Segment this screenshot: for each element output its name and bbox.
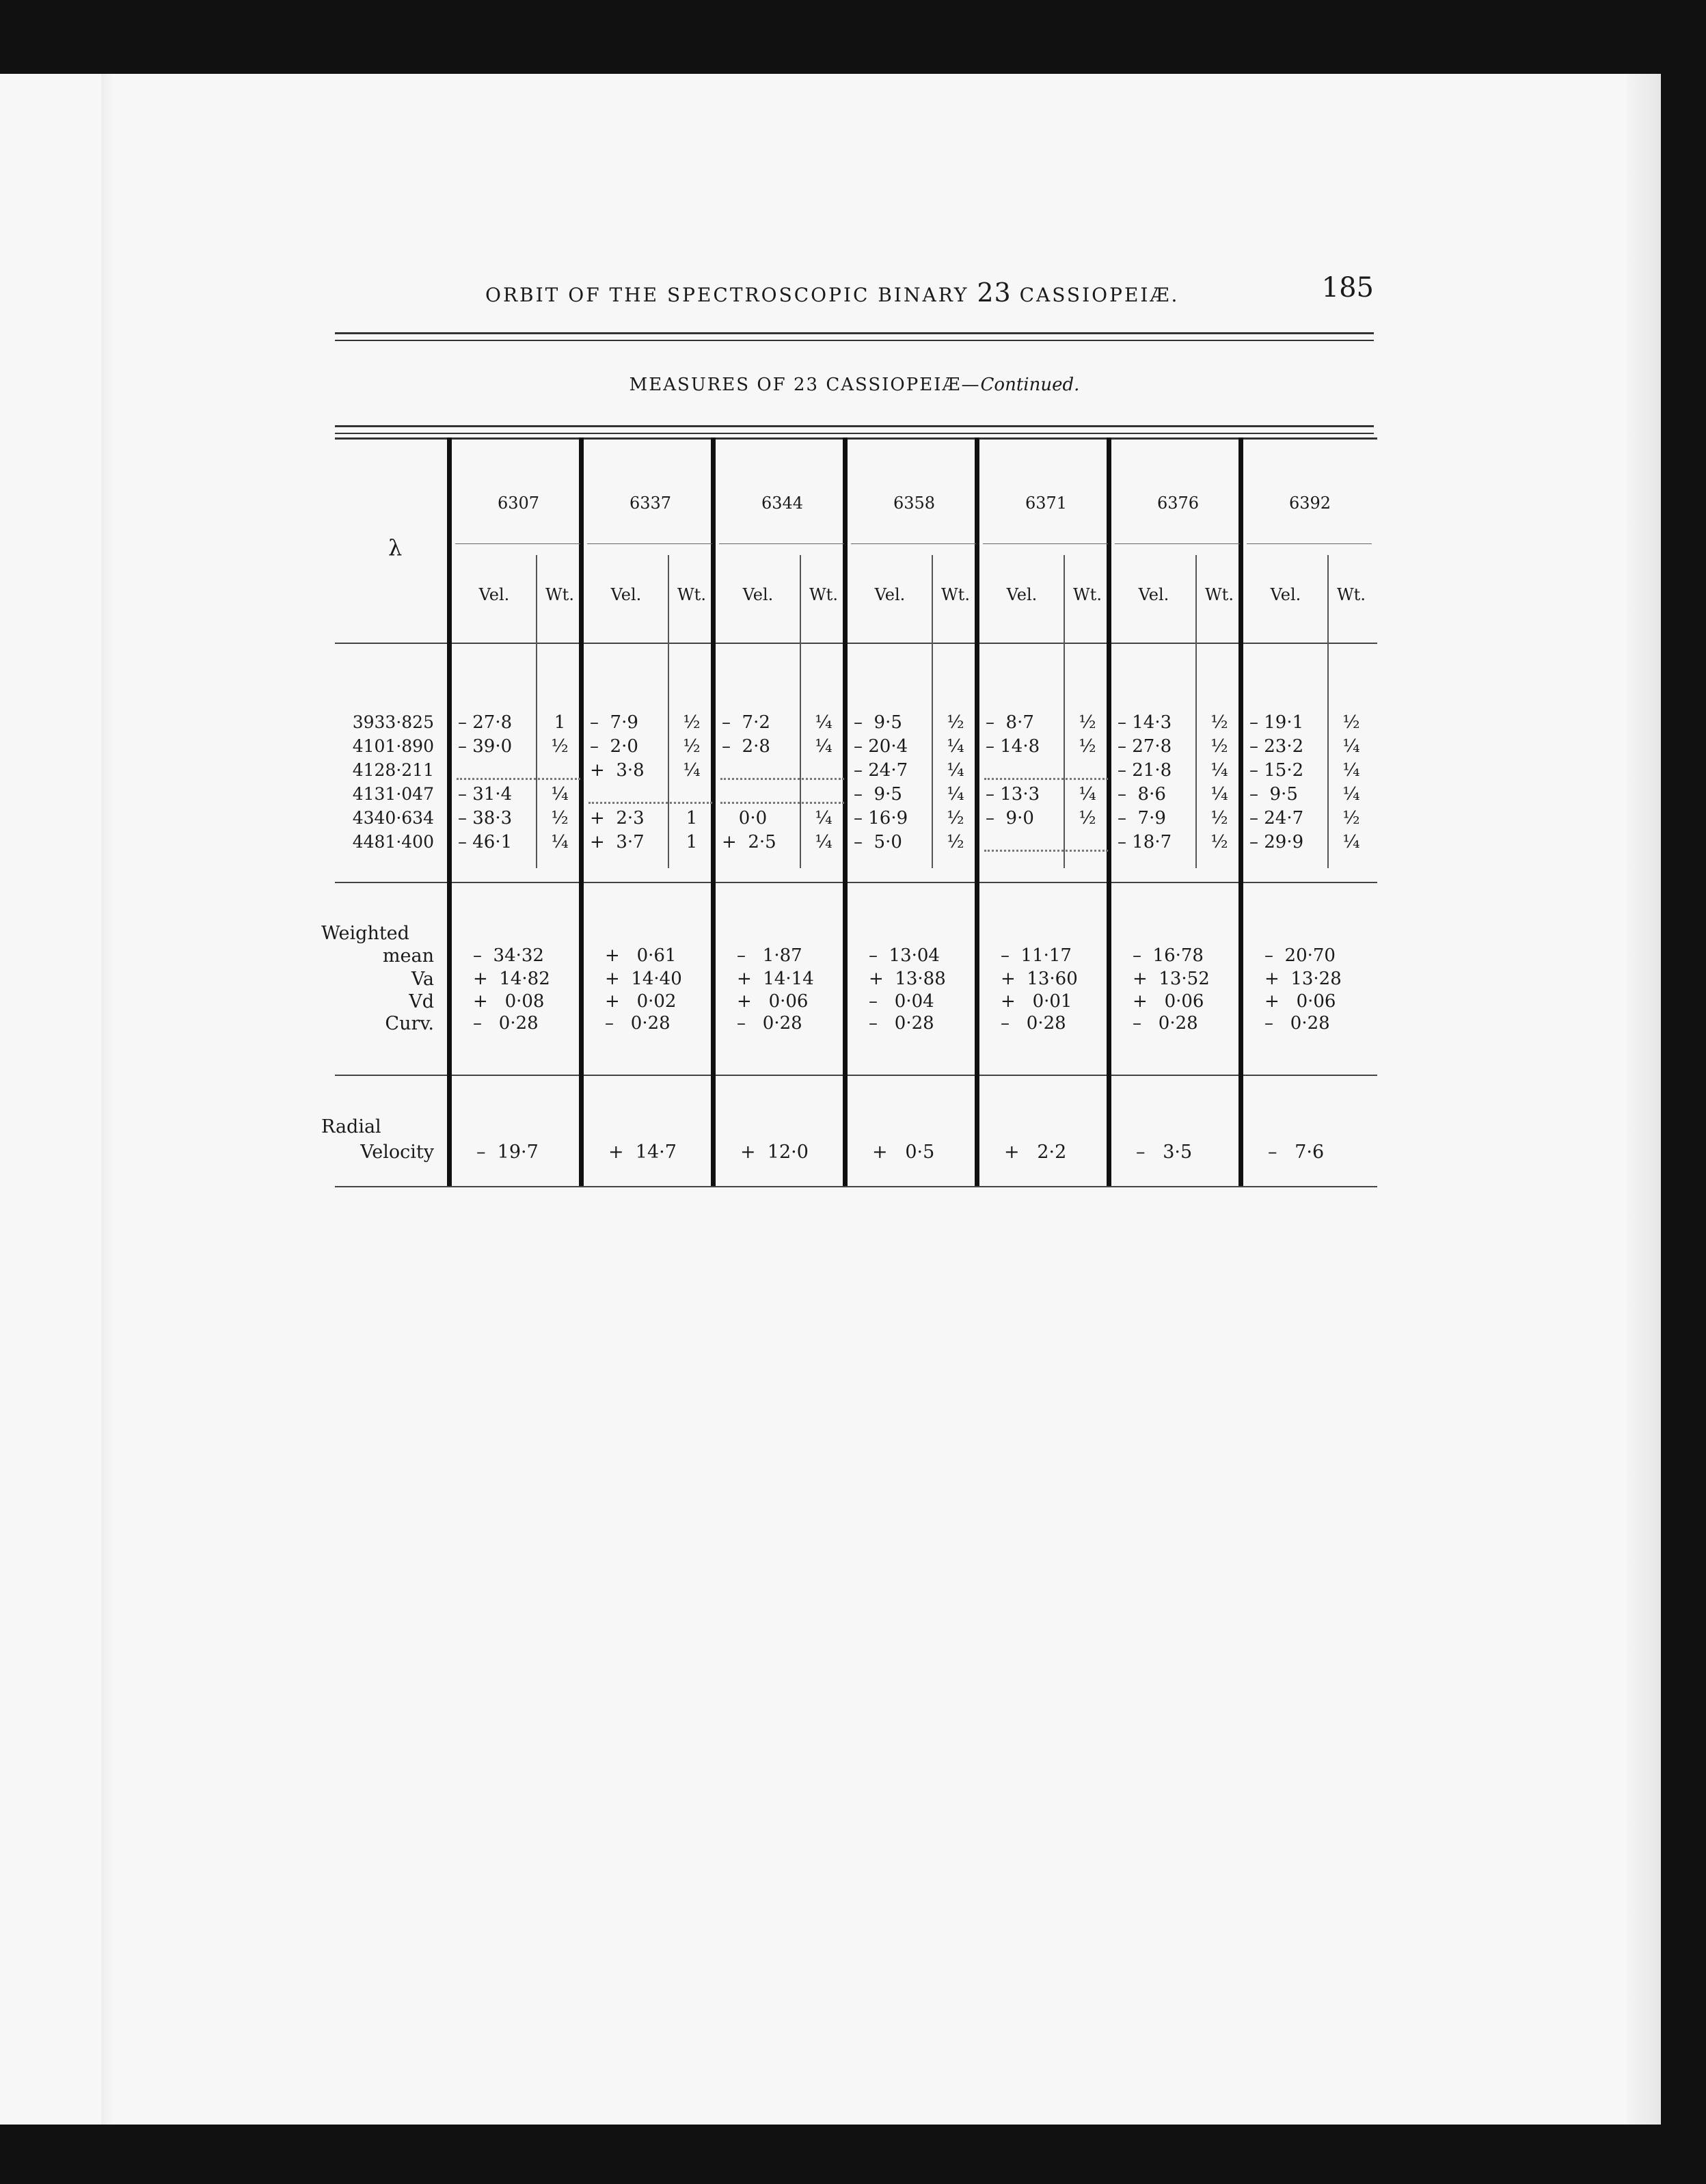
velocity-value: – 18·7 bbox=[1118, 832, 1172, 852]
summary-curv-value: – 0·28 bbox=[869, 1013, 934, 1034]
summary-mean-value: – 34·32 bbox=[473, 945, 544, 966]
running-title-number: 23 bbox=[977, 278, 1012, 308]
velocity-value: – 9·5 bbox=[854, 784, 902, 805]
velocity-value: – 8·6 bbox=[1118, 784, 1166, 805]
summary-va-value: + 14·14 bbox=[737, 969, 814, 989]
summary-curv-value: – 0·28 bbox=[605, 1013, 671, 1034]
running-title bbox=[485, 278, 1179, 308]
summary-mean-value: + 0·61 bbox=[605, 945, 677, 966]
velocity-value: – 14·8 bbox=[986, 736, 1040, 757]
vel-header: Vel. bbox=[742, 585, 774, 604]
page-edge bbox=[1627, 74, 1661, 2125]
wavelength-label: 4101·890 bbox=[352, 736, 434, 756]
summary-vd-value: + 0·08 bbox=[473, 991, 545, 1012]
summary-vd-value: + 0·01 bbox=[1001, 991, 1072, 1012]
plate-number-header: 6337 bbox=[629, 494, 672, 513]
weight-value: ½ bbox=[1210, 736, 1228, 757]
weight-value: 1 bbox=[686, 832, 698, 852]
summary-mean-value: – 11·17 bbox=[1001, 945, 1072, 966]
weight-value: ¼ bbox=[815, 712, 832, 733]
running-title-post: CASSIOPEIÆ. bbox=[1011, 284, 1180, 306]
summary-curv-value: – 0·28 bbox=[1264, 1013, 1330, 1034]
table-top-double-rule bbox=[335, 425, 1374, 434]
plate-number-header: 6392 bbox=[1288, 494, 1331, 513]
plate-number-header: 6371 bbox=[1025, 494, 1068, 513]
plate-number-header: 6358 bbox=[893, 494, 936, 513]
summary-va-value: + 13·88 bbox=[869, 969, 946, 989]
vel-header: Vel. bbox=[874, 585, 906, 604]
velocity-value: – 7·9 bbox=[1118, 808, 1166, 828]
weight-value: ¼ bbox=[1079, 784, 1096, 805]
radial-velocity-value: – 3·5 bbox=[1136, 1142, 1193, 1163]
velocity-value: – 39·0 bbox=[458, 736, 513, 757]
weight-value: ½ bbox=[1342, 808, 1360, 828]
velocity-value: – 2·8 bbox=[722, 736, 770, 757]
running-head bbox=[335, 272, 1374, 306]
wt-header: Wt. bbox=[545, 585, 574, 604]
wt-header: Wt. bbox=[1337, 585, 1366, 604]
wt-header: Wt. bbox=[941, 585, 970, 604]
weight-value: ¼ bbox=[1342, 736, 1360, 757]
radial-velocity-value: + 14·7 bbox=[608, 1142, 677, 1163]
plate-number-header: 6376 bbox=[1156, 494, 1200, 513]
velocity-value: – 9·0 bbox=[986, 808, 1034, 828]
vel-header: Vel. bbox=[478, 585, 510, 604]
velocity-value: – 7·2 bbox=[722, 712, 770, 733]
weight-value: ½ bbox=[947, 712, 964, 733]
summary-curv-value: – 0·28 bbox=[1001, 1013, 1066, 1034]
weight-value: ¼ bbox=[1342, 832, 1360, 852]
velocity-value: – 14·3 bbox=[1118, 712, 1172, 733]
table-caption bbox=[335, 375, 1374, 395]
weight-value: ¼ bbox=[1342, 784, 1360, 805]
weight-value: ¼ bbox=[683, 760, 701, 781]
plate-number-header: 6307 bbox=[497, 494, 540, 513]
weight-value: ½ bbox=[1079, 712, 1096, 733]
weight-value: ½ bbox=[551, 736, 569, 757]
wavelength-label: 3933·825 bbox=[352, 712, 434, 732]
weight-value: ¼ bbox=[1210, 760, 1228, 781]
summary-mean-value: – 1·87 bbox=[737, 945, 802, 966]
radial-velocity-value: + 2·2 bbox=[1004, 1142, 1067, 1163]
weight-value: ¼ bbox=[815, 832, 832, 852]
mean-label: mean bbox=[382, 945, 434, 967]
page-gutter bbox=[101, 74, 113, 2125]
weight-value: ½ bbox=[683, 736, 701, 757]
weight-value: 1 bbox=[554, 712, 566, 733]
velocity-value: – 29·9 bbox=[1249, 832, 1304, 852]
summary-vd-value: + 0·06 bbox=[1264, 991, 1336, 1012]
velocity-value: – 23·2 bbox=[1249, 736, 1304, 757]
plate-number-header: 6344 bbox=[761, 494, 804, 513]
summary-curv-value: – 0·28 bbox=[473, 1013, 539, 1034]
velocity-value: – 8·7 bbox=[986, 712, 1034, 733]
velocity-value: + 3·7 bbox=[590, 832, 645, 852]
velocity-value: – 19·1 bbox=[1249, 712, 1304, 733]
vel-header: Vel. bbox=[610, 585, 642, 604]
vel-header: Vel. bbox=[1138, 585, 1169, 604]
summary-mean-value: – 16·78 bbox=[1133, 945, 1204, 966]
wavelength-label: 4131·047 bbox=[352, 784, 434, 804]
summary-mean-value: – 20·70 bbox=[1264, 945, 1336, 966]
velocity-value: – 16·9 bbox=[854, 808, 908, 828]
wt-header: Wt. bbox=[677, 585, 706, 604]
header-double-rule bbox=[335, 332, 1374, 341]
velocity-value: – 21·8 bbox=[1118, 760, 1172, 781]
weighted-label: Weighted bbox=[321, 923, 409, 944]
velocity-value: – 2·0 bbox=[590, 736, 638, 757]
velocity-value: 0·0 bbox=[722, 808, 768, 828]
velocity-value: – 24·7 bbox=[854, 760, 908, 781]
wavelength-label: 4481·400 bbox=[352, 832, 434, 852]
velocity-value: – 13·3 bbox=[986, 784, 1040, 805]
summary-curv-value: – 0·28 bbox=[1133, 1013, 1198, 1034]
velocity-label: Velocity bbox=[360, 1142, 434, 1163]
summary-vd-value: – 0·04 bbox=[869, 991, 934, 1012]
summary-va-value: + 13·60 bbox=[1001, 969, 1078, 989]
velocity-value: + 3·8 bbox=[590, 760, 645, 781]
velocity-value: + 2·5 bbox=[722, 832, 776, 852]
weight-value: ½ bbox=[1210, 712, 1228, 733]
page-number: 185 bbox=[1321, 272, 1374, 304]
summary-va-value: + 14·40 bbox=[605, 969, 682, 989]
weight-value: ¼ bbox=[947, 760, 964, 781]
weight-value: ½ bbox=[947, 808, 964, 828]
vel-header: Vel. bbox=[1270, 585, 1301, 604]
weight-value: ½ bbox=[1079, 736, 1096, 757]
va-label: Va bbox=[411, 969, 434, 990]
weight-value: ¼ bbox=[947, 736, 964, 757]
summary-vd-value: + 0·02 bbox=[605, 991, 677, 1012]
wt-header: Wt. bbox=[1073, 585, 1102, 604]
velocity-value: – 46·1 bbox=[458, 832, 513, 852]
velocity-value: – 9·5 bbox=[854, 712, 902, 733]
velocity-value: – 7·9 bbox=[590, 712, 638, 733]
lambda-label: λ bbox=[388, 535, 403, 561]
weight-value: ¼ bbox=[551, 784, 569, 805]
summary-va-value: + 13·28 bbox=[1264, 969, 1342, 989]
vd-label: Vd bbox=[409, 991, 434, 1012]
vel-header: Vel. bbox=[1006, 585, 1038, 604]
caption-text: MEASURES OF 23 CASSIOPEIÆ— bbox=[629, 375, 981, 395]
caption-continued: Continued. bbox=[980, 375, 1080, 395]
weight-value: ½ bbox=[1210, 808, 1228, 828]
velocity-value: – 9·5 bbox=[1249, 784, 1298, 805]
velocity-value: – 31·4 bbox=[458, 784, 513, 805]
summary-va-value: + 13·52 bbox=[1133, 969, 1210, 989]
summary-mean-value: – 13·04 bbox=[869, 945, 940, 966]
radial-velocity-value: + 0·5 bbox=[872, 1142, 935, 1163]
velocity-value: – 5·0 bbox=[854, 832, 902, 852]
wavelength-label: 4340·634 bbox=[352, 808, 434, 828]
summary-vd-value: + 0·06 bbox=[737, 991, 809, 1012]
weight-value: ½ bbox=[1342, 712, 1360, 733]
velocity-value: – 27·8 bbox=[458, 712, 513, 733]
radial-label: Radial bbox=[321, 1116, 381, 1137]
weight-value: ½ bbox=[683, 712, 701, 733]
summary-vd-value: + 0·06 bbox=[1133, 991, 1204, 1012]
velocity-value: – 24·7 bbox=[1249, 808, 1304, 828]
radial-velocity-value: – 7·6 bbox=[1268, 1142, 1325, 1163]
summary-va-value: + 14·82 bbox=[473, 969, 550, 989]
wt-header: Wt. bbox=[809, 585, 838, 604]
weight-value: ¼ bbox=[1210, 784, 1228, 805]
velocity-value: – 27·8 bbox=[1118, 736, 1172, 757]
wt-header: Wt. bbox=[1205, 585, 1234, 604]
velocity-value: – 20·4 bbox=[854, 736, 908, 757]
weight-value: ½ bbox=[947, 832, 964, 852]
weight-value: ½ bbox=[551, 808, 569, 828]
weight-value: 1 bbox=[686, 808, 698, 828]
radial-velocity-value: – 19·7 bbox=[476, 1142, 539, 1163]
weight-value: ¼ bbox=[1342, 760, 1360, 781]
weight-value: ¼ bbox=[815, 736, 832, 757]
weight-value: ¼ bbox=[947, 784, 964, 805]
weight-value: ¼ bbox=[551, 832, 569, 852]
running-title-pre: ORBIT OF THE SPECTROSCOPIC BINARY bbox=[485, 284, 977, 306]
radial-velocity-value: + 12·0 bbox=[740, 1142, 809, 1163]
velocity-value: – 15·2 bbox=[1249, 760, 1304, 781]
curv-label: Curv. bbox=[385, 1013, 434, 1034]
weight-value: ½ bbox=[1079, 808, 1096, 828]
summary-curv-value: – 0·28 bbox=[737, 1013, 802, 1034]
velocity-value: – 38·3 bbox=[458, 808, 513, 828]
velocity-value: + 2·3 bbox=[590, 808, 645, 828]
weight-value: ½ bbox=[1210, 832, 1228, 852]
weight-value: ¼ bbox=[815, 808, 832, 828]
wavelength-label: 4128·211 bbox=[352, 760, 434, 780]
